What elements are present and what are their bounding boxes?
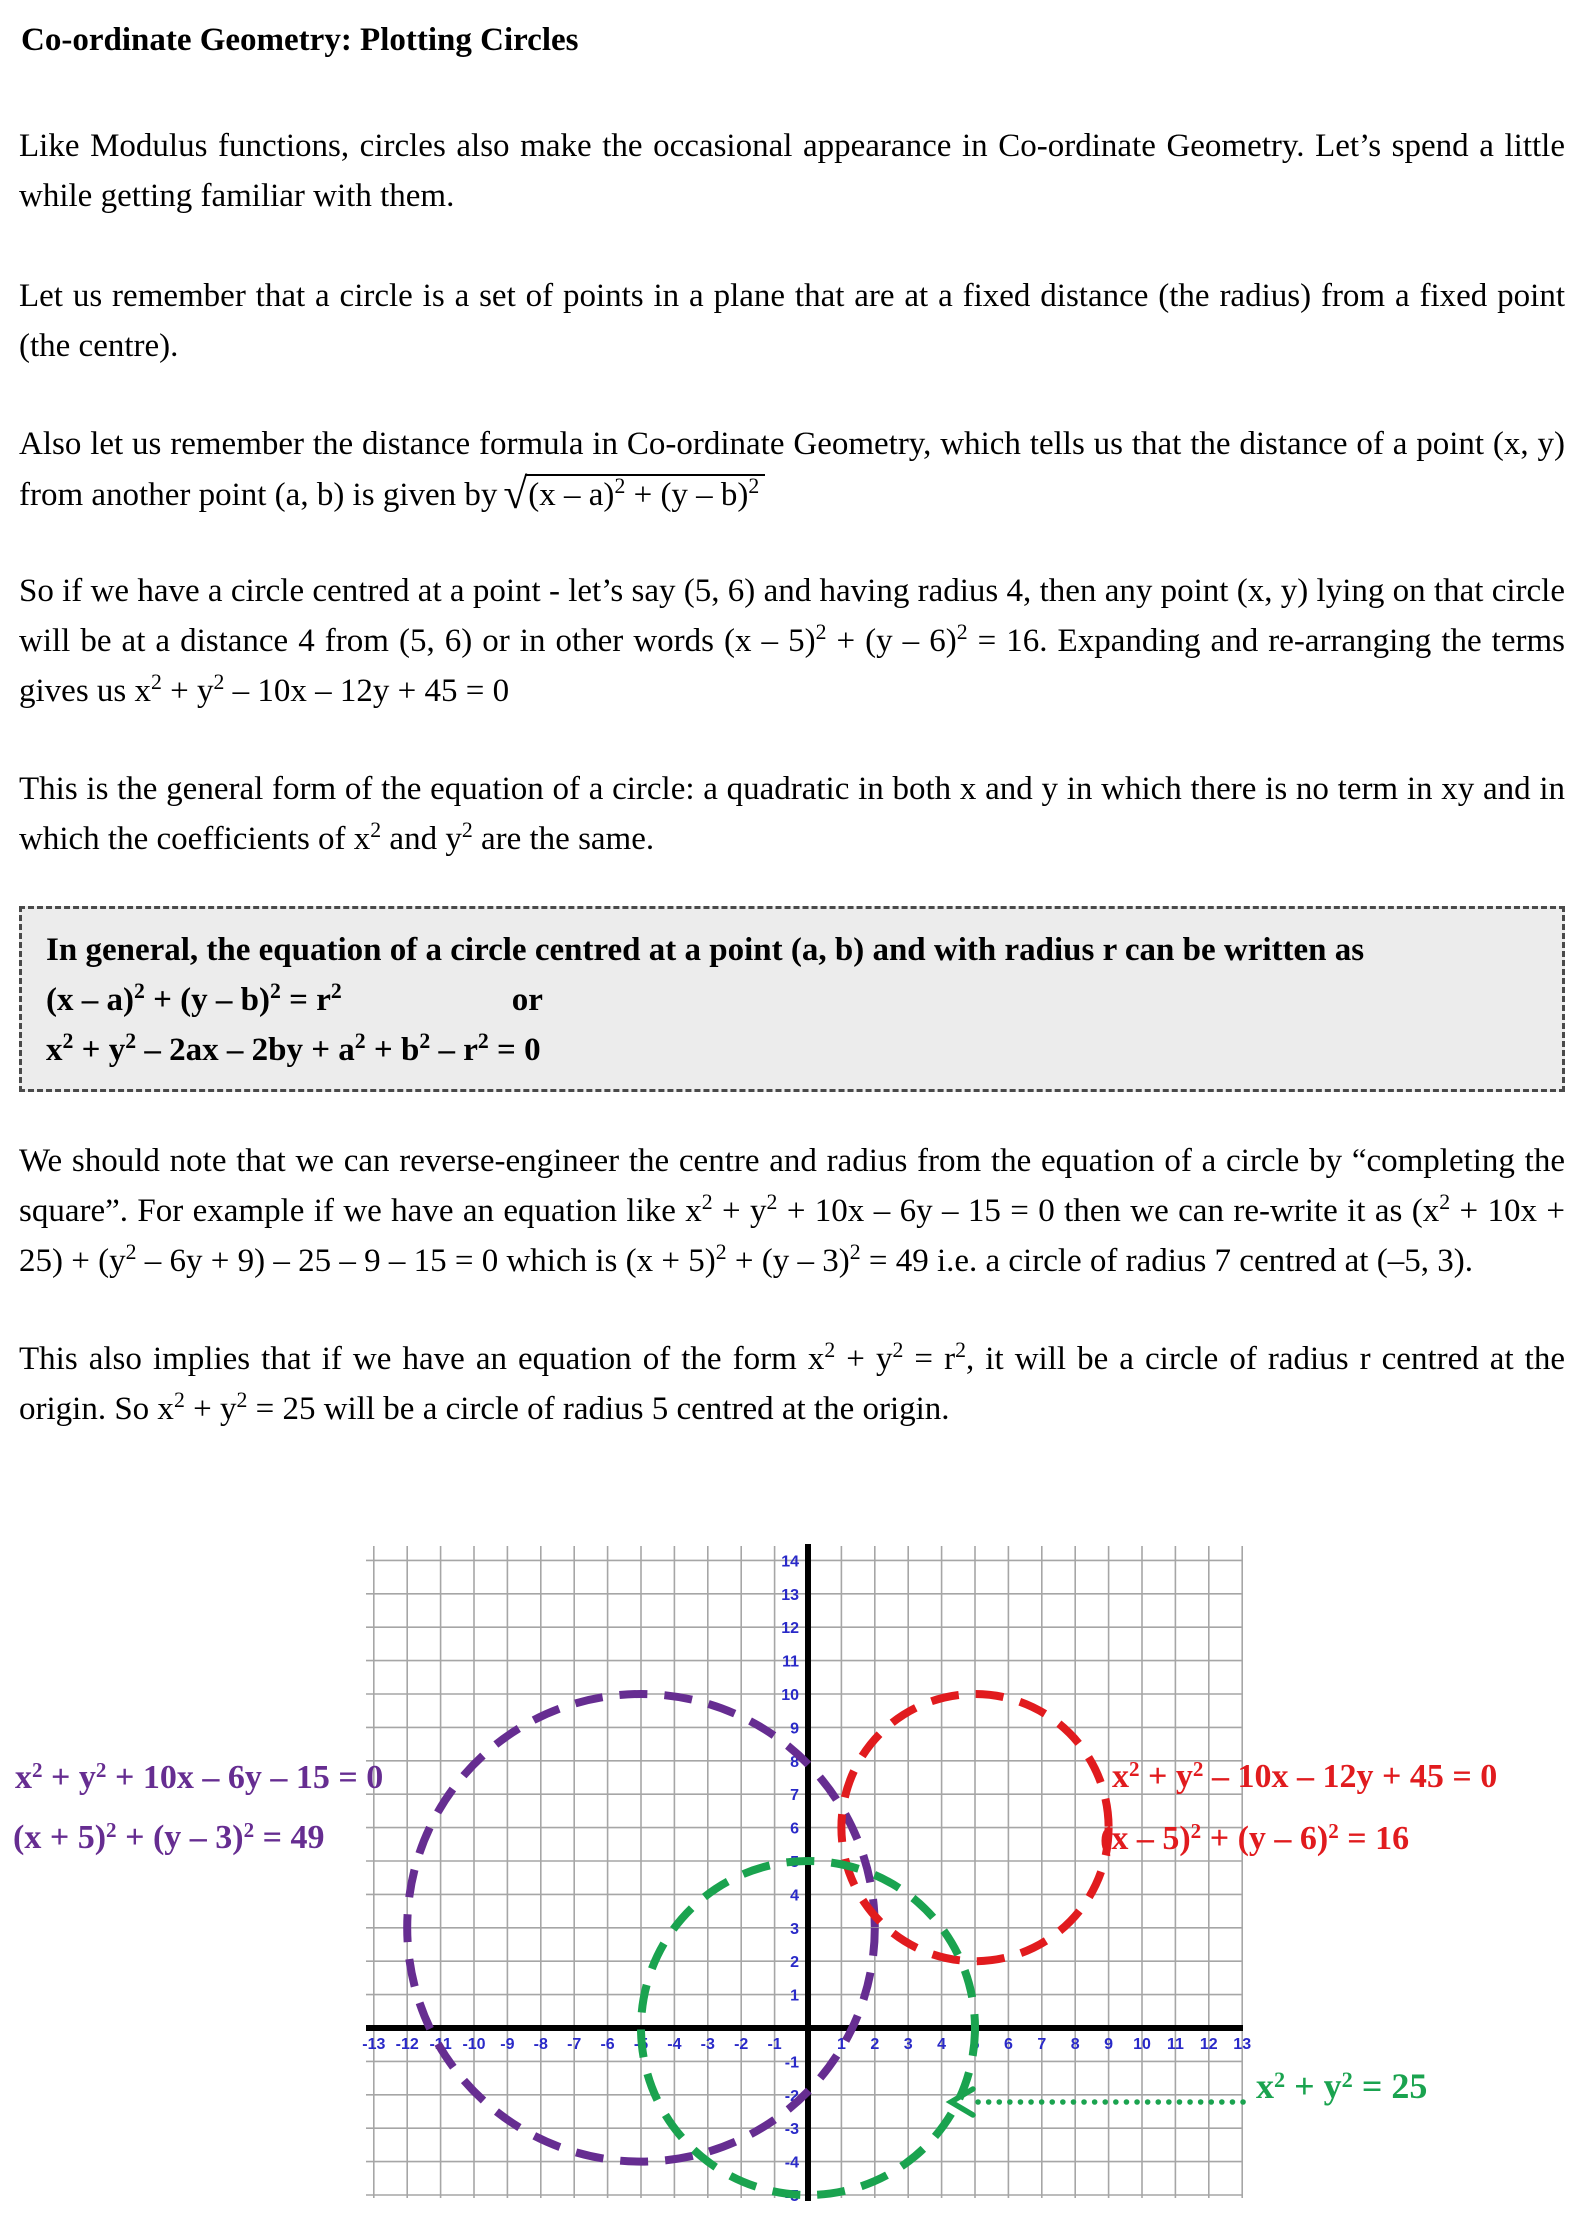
svg-text:-8: -8 bbox=[533, 2036, 548, 2053]
radicand: (x – a)$^2$ + (y – b)$^2$ bbox=[525, 474, 765, 513]
svg-text:14: 14 bbox=[781, 1553, 799, 1571]
page-title: Co-ordinate Geometry: Plotting Circles bbox=[21, 22, 579, 58]
svg-text:4: 4 bbox=[790, 1887, 799, 1905]
paragraph-general-form: This is the general form of the equation of a circle: a quadratic in both x and y in which there is no term in xy and in which the coefficients of $x^2$ and $y^2$ are the same. bbox=[19, 771, 1565, 857]
svg-text:4: 4 bbox=[937, 2036, 947, 2053]
svg-text:10: 10 bbox=[1133, 2036, 1151, 2053]
svg-text:9: 9 bbox=[1104, 2036, 1114, 2053]
svg-text:-2: -2 bbox=[784, 2087, 799, 2105]
green-circle-equation: $x^2 + y^2 = 25$ bbox=[1256, 2066, 1428, 2106]
box-equation-centre-radius: $(x - a)^2 + (y - b)^2 = r^2$ bbox=[46, 979, 342, 1018]
distance-formula-text: Also let us remember the distance formula in Co-ordinate Geometry, which tells us that the distance of a point (x, y) from another point (a, b) is given by bbox=[19, 426, 1565, 513]
paragraph-circle-definition: Let us remember that a circle is a set of points in a plane that are at a fixed distance (the radius) from a fixed point (the centre). bbox=[19, 278, 1565, 364]
purple-circle-equation-standard: $(x + 5)^2 + (y - 3)^2 = 49$ bbox=[13, 1818, 325, 1856]
box-intro: In general, the equation of a circle centred at a point (a, b) and with radius r can be written as bbox=[46, 932, 1365, 968]
paragraph-origin-circle: This also implies that if we have an equation of the form $x^2 + y^2 = r^2$, it will be a circle of radius r centred at the origin. So $x^2 + y^2 = 25$ will be a circle of radius 5 centred at the origin. bbox=[19, 1338, 1565, 1427]
paragraph-completing-square: We should note that we can reverse-engineer the centre and radius from the equation of a circle by “completing the square”. For example if we have an equation like $x^2 + y^2 + 10x - 6y - 15 = 0$ then we can re-write it as $(x^2 + 10x + 25) + (y^2 - 6y + 9) - 25 - 9 - 15 = 0$ which is $(x + 5)^2 + (y - 3)^2 = 49$ i.e. a circle of radius 7 centred at (–5, 3). bbox=[19, 1143, 1565, 1279]
paragraph-intro: Like Modulus functions, circles also make the occasional appearance in Co-ordinate Geometry. Let’s spend a little while getting familiar with them. bbox=[19, 128, 1565, 214]
svg-text:13: 13 bbox=[1233, 2036, 1252, 2053]
svg-text:2: 2 bbox=[870, 2036, 880, 2053]
svg-text:12: 12 bbox=[1199, 2036, 1218, 2053]
svg-text:3: 3 bbox=[790, 1920, 799, 1938]
axes bbox=[366, 1544, 1243, 2201]
svg-text:-2: -2 bbox=[734, 2036, 749, 2053]
svg-text:8: 8 bbox=[790, 1753, 799, 1771]
svg-text:7: 7 bbox=[1037, 2036, 1047, 2053]
svg-text:8: 8 bbox=[1070, 2036, 1080, 2053]
svg-text:-12: -12 bbox=[395, 2036, 419, 2053]
svg-text:6: 6 bbox=[1003, 2036, 1013, 2053]
svg-text:2: 2 bbox=[790, 1954, 799, 1972]
svg-text:3: 3 bbox=[903, 2036, 913, 2053]
svg-text:13: 13 bbox=[781, 1586, 799, 1604]
svg-text:5: 5 bbox=[790, 1854, 799, 1871]
svg-text:9: 9 bbox=[790, 1720, 799, 1738]
svg-text:-3: -3 bbox=[784, 2121, 799, 2139]
svg-text:-1: -1 bbox=[784, 2054, 799, 2072]
svg-text:11: 11 bbox=[1166, 2036, 1184, 2053]
red-circle-equation-standard: (x – 5)$^2$ + (y – 6)$^2$ = 16 bbox=[1100, 1819, 1410, 1857]
svg-text:7: 7 bbox=[790, 1787, 799, 1805]
purple-circle-equation-general: $x^2 + y^2 + 10x - 6y - 15 = 0$ bbox=[15, 1758, 384, 1796]
paragraph-distance-formula bbox=[19, 419, 1565, 520]
svg-text:-13: -13 bbox=[362, 2036, 386, 2053]
svg-text:6: 6 bbox=[790, 1820, 799, 1838]
svg-text:-4: -4 bbox=[667, 2036, 682, 2053]
svg-text:-1: -1 bbox=[767, 2036, 782, 2053]
svg-text:-5: -5 bbox=[633, 2036, 649, 2053]
radical-sign: √ bbox=[503, 470, 528, 518]
svg-text:-10: -10 bbox=[462, 2036, 486, 2053]
svg-text:-4: -4 bbox=[784, 2154, 799, 2172]
svg-text:12: 12 bbox=[781, 1620, 799, 1638]
svg-text:-9: -9 bbox=[500, 2036, 515, 2053]
svg-text:-7: -7 bbox=[567, 2036, 582, 2053]
radical-expression bbox=[497, 470, 765, 518]
box-equation-2: $x^2 + y^2 - 2ax - 2by + a^2 + b^2 - r^2 = 0$ bbox=[46, 1029, 541, 1068]
or-label: or bbox=[511, 982, 543, 1018]
red-circle-equation-general: $x^2 + y^2 - 10x - 12y + 45 = 0$ bbox=[1112, 1757, 1498, 1795]
svg-text:1: 1 bbox=[836, 2036, 846, 2053]
box-equation-1 bbox=[46, 975, 1538, 1025]
annotation-arrow bbox=[951, 2089, 1248, 2115]
svg-text:1: 1 bbox=[790, 1987, 799, 2005]
coordinate-plane-figure bbox=[0, 1530, 1584, 2240]
svg-text:-5: -5 bbox=[784, 2188, 799, 2205]
svg-text:-6: -6 bbox=[600, 2036, 615, 2053]
svg-text:-11: -11 bbox=[429, 2036, 452, 2053]
paragraph-example-circle: So if we have a circle centred at a point - let’s say (5, 6) and having radius 4, then any point (x, y) lying on that circle will be at a distance 4 from (5, 6) or in other words (x – 5)$^2$ + (y – 6)$^2$ = 16. Expanding and re-arranging the terms gives us $x^2 + y^2 - 10x - 12y + 45 = 0$ bbox=[19, 573, 1565, 709]
svg-text:-3: -3 bbox=[700, 2036, 715, 2053]
graph-canvas bbox=[0, 1530, 1584, 2240]
highlight-box bbox=[19, 906, 1565, 1092]
svg-text:11: 11 bbox=[782, 1653, 799, 1671]
svg-text:10: 10 bbox=[781, 1687, 799, 1704]
svg-text:5: 5 bbox=[970, 2036, 980, 2053]
